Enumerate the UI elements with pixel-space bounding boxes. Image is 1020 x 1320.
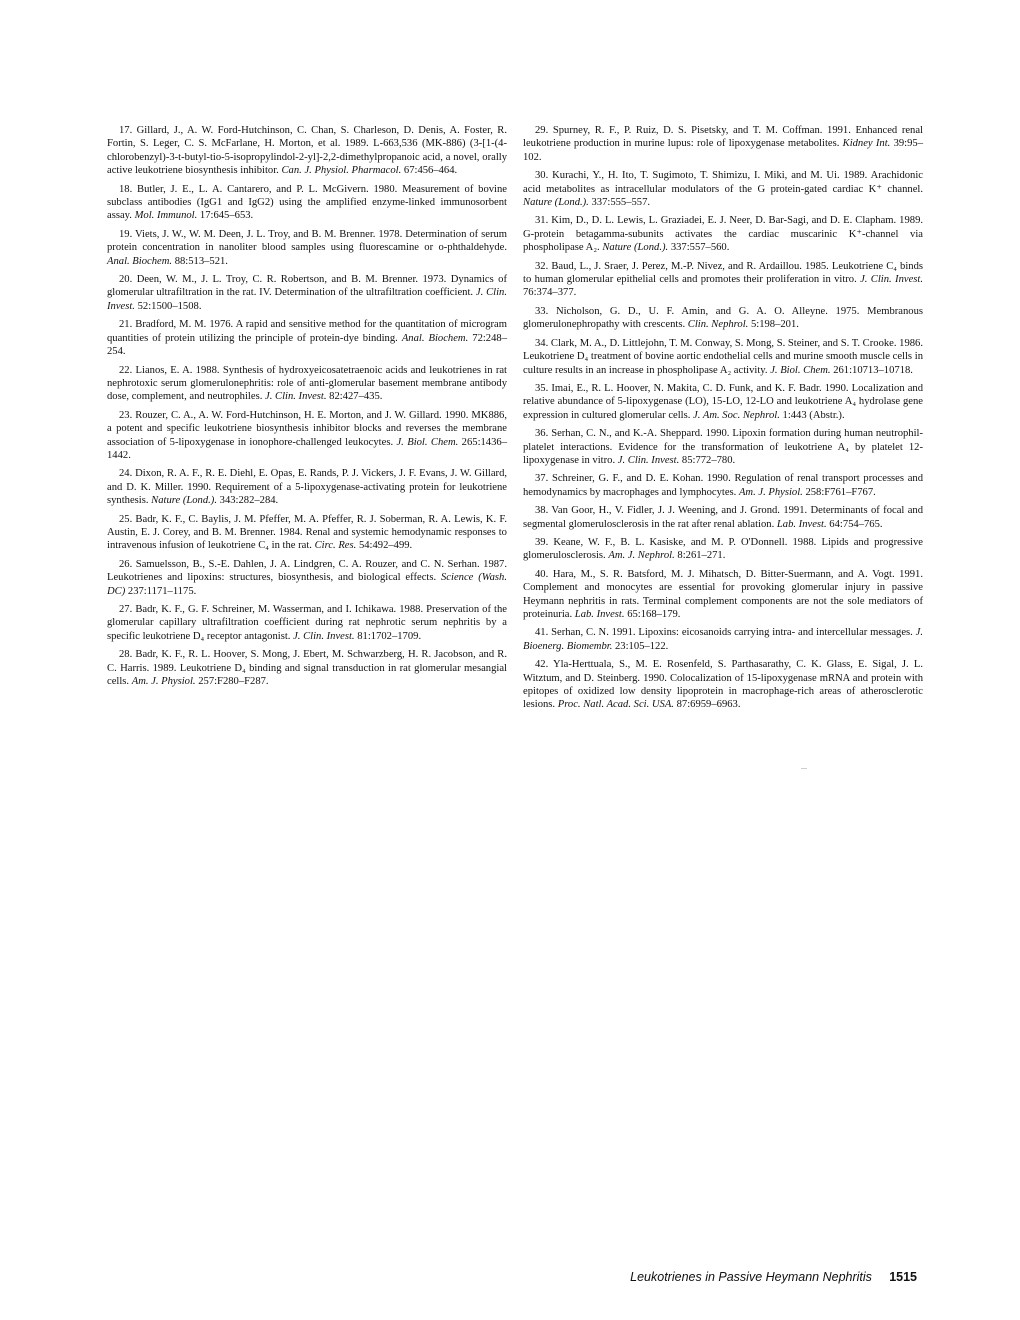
reference-item: 23. Rouzer, C. A., A. W. Ford-Hutchinson, H. E. Morton, and J. W. Gillard. 1990. MK886, a potent and specific leukotriene biosynthesis inhibitor blocks and reverses the membrane association of 5-lipoxygenase in ionophore-challenged leukocytes. J. Biol. Chem. 265:1436–1442. <box>107 409 507 461</box>
reference-journal: Science (Wash. DC) <box>107 572 507 597</box>
reference-column-right <box>523 124 923 717</box>
reference-citation: 5:198–201. <box>750 319 799 331</box>
reference-item: 22. Lianos, E. A. 1988. Synthesis of hydroxyeicosatetraenoic acids and leukotrienes in rat nephrotoxic serum glomerulonephritis: role of anti-glomerular basement membrane antibody dose, complement, and neutrophiles. J. Clin. Invest. 82:427–435. <box>107 364 507 403</box>
reference-journal: Am. J. Physiol. <box>738 486 803 498</box>
reference-item: 21. Bradford, M. M. 1976. A rapid and sensitive method for the quantitation of microgram quantities of protein utilizing the principle of protein-dye binding. Anal. Biochem. 72:248–254. <box>107 319 507 358</box>
reference-title: Leukotriene D₄ treatment of bovine aortic endothelial cells and murine smooth muscle cells in culture results in an increase in phospholipase A₂ activity. <box>523 351 923 376</box>
reference-authors: Samuelsson, B., S.-E. Dahlen, J. A. Lindgren, C. A. Rouzer, and C. N. Serhan. 1987. <box>135 558 507 570</box>
reference-title: Lipoxins: eicosanoids carrying intra- and intercellular messages. <box>638 627 913 639</box>
reference-title: Preservation of the glomerular capillary ultrafiltration coefficient during rat nephrotic serum nephritis by a specific leukotriene D₄ receptor antagonist. <box>107 604 507 642</box>
reference-number: 25 <box>119 513 130 525</box>
reference-journal: Lab. Invest. <box>574 609 625 620</box>
reference-journal: J. Biol. Chem. <box>396 436 459 448</box>
reference-item: 24. Dixon, R. A. F., R. E. Diehl, E. Opas, E. Rands, P. J. Vickers, J. F. Evans, J. W. Gillard, and D. K. Miller. 1990. Requirement of a 5-lipoxygenase-activating protein for leukotriene synthesis. Nature (Lond.). 343:282–284. <box>107 468 508 507</box>
reference-citation: 88:513–521. <box>174 255 228 267</box>
reference-item: 33. Nicholson, G. D., U. F. Amin, and G. A. O. Alleyne. 1975. Membranous glomerulonephropathy with crescents. Clin. Nephrol. 5:198–201. <box>523 305 924 331</box>
reference-journal: J. Clin. Invest. <box>860 274 923 286</box>
reference-journal: Anal. Biochem. <box>401 332 469 344</box>
reference-number: 32 <box>535 260 546 272</box>
reference-authors: Nicholson, G. D., U. F. Amin, and G. A. O. Alleyne. 1975. <box>555 305 860 317</box>
reference-number: 30 <box>535 170 546 182</box>
reference-item: 39. Keane, W. F., B. L. Kasiske, and M. P. O'Donnell. 1988. Lipids and progressive glomerulosclerosis. Am. J. Nephrol. 8:261–271. <box>523 536 923 562</box>
reference-citation: 1:443 (Abstr.). <box>782 409 845 421</box>
reference-title: L-663,536 (MK-886) (3-[1-(4-chlorobenzyl)-3-t-butyl-tio-5-isopropylindol-2-yl]-2,2-dimethylpropanoic acid, a novel, orally active leukotriene biosynthesis inhibitor. <box>107 138 507 177</box>
reference-item: 36. Serhan, C. N., and K.-A. Sheppard. 1990. Lipoxin formation during human neutrophil-platelet interactions. Evidence for the transformation of leukotriene A₄ by platelet 12-lipoxygenase in vitro. J. Clin. Invest. 85:772–780. <box>523 428 923 466</box>
reference-title: Leukotriene C₄ binds to human glomerular epithelial cells and promotes their proliferation in vitro. <box>523 260 923 286</box>
reference-citation: 76:374–377. <box>523 287 577 299</box>
reference-title: Leukotriene D₄ binding and signal transduction in rat glomerular mesangial cells. <box>107 662 507 688</box>
reference-column-left <box>107 124 507 693</box>
reference-authors: Dixon, R. A. F., R. E. Diehl, E. Opas, E. Rands, P. J. Vickers, J. F. Evans, J. W. Gillard, and D. K. Miller. 1990. <box>107 468 508 493</box>
reference-citation: 17:645–653. <box>199 210 254 222</box>
scan-mark <box>801 768 807 769</box>
reference-journal: Nature (Lond.). <box>523 197 589 209</box>
reference-authors: Badr, K. F., R. L. Hoover, S. Mong, J. Ebert, M. Schwarzberg, H. R. Jacobson, and R. C. Harris. 1989. <box>107 649 508 674</box>
reference-citation: 64:754–765. <box>829 518 883 530</box>
reference-authors: Hara, M., S. R. Batsford, M. J. Mihatsch, D. Bitter-Suermann, and A. Vogt. 1991. <box>552 568 923 580</box>
reference-number: 26 <box>119 558 130 570</box>
reference-title: Determinants of focal and segmental glomerulosclerosis in the rat after renal ablation. <box>523 505 923 530</box>
reference-authors: Bradford, M. M. 1976. <box>135 319 234 331</box>
reference-number: 28 <box>119 649 130 661</box>
page-number: 1515 <box>889 1270 917 1284</box>
reference-title: Renal and systemic hemodynamic responses to intravenous infusion of leukotriene C₄ in the rat. <box>107 526 507 552</box>
reference-authors: Van Goor, H., V. Fidler, J. J. Weening, and J. Grond. 1991. <box>551 505 808 517</box>
reference-item: 38. Van Goor, H., V. Fidler, J. J. Weening, and J. Grond. 1991. Determinants of focal and segmental glomerulosclerosis in the rat after renal ablation. Lab. Invest. 64:754–765. <box>523 505 923 530</box>
reference-authors: Schreiner, G. F., and D. E. Kohan. 1990. <box>551 473 731 485</box>
reference-citation: 87:6959–6963. <box>676 699 741 711</box>
reference-number: 19 <box>119 228 130 240</box>
reference-journal: Clin. Nephrol. <box>687 319 749 331</box>
reference-citation: 81:1702–1709. <box>357 630 422 642</box>
reference-item: 17. Gillard, J., A. W. Ford-Hutchinson, C. Chan, S. Charleson, D. Denis, A. Foster, R. Fortin, S. Leger, C. S. McFarlane, H. Morton, et al. 1989. L-663,536 (MK-886) (3-[1-(4-chlorobenzyl)-3-t-butyl-tio-5-isopropylindol-2-yl]-2,2-dimethylpropanoic acid, a novel, orally active leukotriene biosynthesis inhibitor. Can. J. Physiol. Pharmacol. 67:456–464. <box>107 125 507 177</box>
reference-item: 19. Viets, J. W., W. M. Deen, J. L. Troy, and B. M. Brenner. 1978. Determination of serum protein concentration in nanoliter blood samples using fluorescamine or o-phthaldehyde. Anal. Biochem. 88:513–521. <box>107 228 508 267</box>
reference-authors: Spurney, R. F., P. Ruiz, D. S. Pisetsky, and T. M. Coffman. 1991. <box>552 125 851 136</box>
reference-authors: Keane, W. F., B. L. Kasiske, and M. P. O'Donnell. 1988. <box>553 536 817 548</box>
reference-title: G-protein betagamma-subunits activates the cardiac muscarinic K⁺-channel via phospholipase A₂. <box>523 228 923 254</box>
reference-citation: 67:456–464. <box>403 165 458 177</box>
reference-journal: J. Clin. Invest. <box>293 630 355 642</box>
reference-number: 41 <box>535 627 546 639</box>
reference-authors: Rouzer, C. A., A. W. Ford-Hutchinson, H. E. Morton, and J. W. Gillard. 1990. <box>135 409 469 421</box>
reference-citation: 261:10713–10718. <box>833 364 913 376</box>
reference-authors: Yla-Herttuala, S., M. E. Rosenfeld, S. Parthasarathy, C. K. Glass, E. Sigal, J. L. Witztum, and D. Steinberg. 1990. <box>523 659 923 684</box>
reference-journal: Circ. Res. <box>314 540 357 552</box>
reference-item: 29. Spurney, R. F., P. Ruiz, D. S. Pisetsky, and T. M. Coffman. 1991. Enhanced renal leukotriene production in murine lupus: role of lipoxygenase metabolites. Kidney Int. 39:95–102. <box>523 125 923 163</box>
reference-number: 23 <box>119 409 130 421</box>
reference-number: 27 <box>119 604 130 615</box>
reference-authors: Badr, K. F., C. Baylis, J. M. Pfeffer, M. A. Pfeffer, R. J. Soberman, R. A. Lewis, K. F. Austin, E. J. Corey, and B. M. Brenner. 1984. <box>107 513 508 538</box>
reference-number: 36 <box>535 428 546 440</box>
reference-journal: J. Am. Soc. Nephrol. <box>693 409 780 421</box>
reference-journal: Am. J. Physiol. <box>131 676 196 688</box>
reference-authors: Lianos, E. A. 1988. <box>135 364 220 376</box>
reference-title: Colocalization of 15-lipoxygenase mRNA and protein with epitopes of oxidized low density lipoprotein in macrophage-rich areas of atherosclerotic lesions. <box>523 672 923 711</box>
reference-authors: Serhan, C. N., and K.-A. Sheppard. 1990. <box>551 428 730 440</box>
reference-citation: 237:1171–1175. <box>127 585 197 597</box>
reference-authors: Imai, E., R. L. Hoover, N. Makita, C. D. Funk, and K. F. Badr. 1990. <box>551 382 849 394</box>
reference-number: 39 <box>535 536 546 548</box>
reference-citation: 54:492–499. <box>358 540 413 552</box>
reference-citation: 257:F280–F287. <box>198 676 269 688</box>
reference-authors: Viets, J. W., W. M. Deen, J. L. Troy, and B. M. Brenner. 1978. <box>135 228 403 240</box>
reference-authors: Clark, M. A., D. Littlejohn, T. M. Conway, S. Mong, S. Steiner, and S. T. Crooke. 1986. <box>550 337 924 349</box>
reference-number: 17 <box>119 125 130 136</box>
reference-number: 21 <box>119 319 130 331</box>
reference-citation: 85:772–780. <box>681 454 736 466</box>
reference-item: 37. Schreiner, G. F., and D. E. Kohan. 1990. Regulation of renal transport processes and hemodynamics by macrophages and lymphocytes. Am. J. Physiol. 258:F761–F767. <box>523 473 924 498</box>
reference-number: 40 <box>535 568 546 580</box>
reference-authors: Serhan, C. N. 1991. <box>551 627 636 639</box>
reference-title: Complement and monocytes are essential for provoking glomerular injury in passive Heymann nephritis in rats. Terminal complement components are not the sole mediators of proteinuria. <box>523 582 923 620</box>
reference-journal: Kidney Int. <box>842 138 891 150</box>
reference-citation: 82:427–435. <box>329 391 383 403</box>
reference-item: 35. Imai, E., R. L. Hoover, N. Makita, C. D. Funk, and K. F. Badr. 1990. Localization and relative abundance of 5-lipoxygenase (LO), 15-LO, 12-LO and leukotriene A₄ hydrolase gene expression in cultured glomerular cells. J. Am. Soc. Nephrol. 1:443 (Abstr.). <box>523 382 924 421</box>
reference-number: 31 <box>535 215 546 227</box>
reference-journal: Anal. Biochem. <box>107 255 173 267</box>
reference-title: Regulation of renal transport processes and hemodynamics by macrophages and lymphocytes. <box>523 473 924 498</box>
reference-item: 31. Kim, D., D. L. Lewis, L. Graziadei, E. J. Neer, D. Bar-Sagi, and D. E. Clapham. 1989. G-protein betagamma-subunits activates the cardiac muscarinic K⁺-channel via phospholipase A₂. Nature (Lond.). 337:557–560. <box>523 215 924 254</box>
reference-title: Lipids and progressive glomerulosclerosis. <box>523 536 923 562</box>
reference-number: 22 <box>119 364 130 376</box>
reference-journal: Nature (Lond.). <box>602 242 669 254</box>
reference-citation: 72:248–254. <box>107 332 507 358</box>
reference-number: 35 <box>535 382 546 394</box>
reference-authors: Kim, D., D. L. Lewis, L. Graziadei, E. J. Neer, D. Bar-Sagi, and D. E. Clapham. 1989. <box>551 215 924 227</box>
reference-citation: 23:105–122. <box>615 640 669 652</box>
reference-journal: Lab. Invest. <box>776 518 827 530</box>
reference-title: Leukotrienes and lipoxins: structures, biosynthesis, and biological effects. <box>107 572 437 584</box>
reference-number: 34 <box>535 337 546 349</box>
reference-item: 27. Badr, K. F., G. F. Schreiner, M. Wasserman, and I. Ichikawa. 1988. Preservation of the glomerular capillary ultrafiltration coefficient during rat nephrotic serum nephritis by a specific leukotriene D₄ receptor antagonist. J. Clin. Invest. 81:1702–1709. <box>107 604 507 642</box>
reference-number: 42 <box>535 659 546 671</box>
reference-title: Membranous glomerulonephropathy with crescents. <box>523 305 924 331</box>
reference-title: Localization and relative abundance of 5-lipoxygenase (LO), 15-LO, 12-LO and leukotriene A₄ hydrolase gene expression in cultured glomerular cells. <box>523 382 924 421</box>
reference-citation: 343:282–284. <box>219 495 279 507</box>
reference-authors: Kurachi, Y., H. Ito, T. Sugimoto, T. Shimizu, I. Miki, and M. Ui. 1989. <box>552 170 868 182</box>
reference-item: 34. Clark, M. A., D. Littlejohn, T. M. Conway, S. Mong, S. Steiner, and S. T. Crooke. 1986. Leukotriene D₄ treatment of bovine aortic endothelial cells and murine smooth muscle cells in culture results in an increase in phospholipase A₂ activity. J. Biol. Chem. 261:10713–10718. <box>523 337 924 376</box>
reference-citation: 65:168–179. <box>627 609 681 620</box>
reference-title: Dynamics of glomerular ultrafiltration in the rat. IV. Determination of the ultrafiltration coefficient. <box>107 274 508 299</box>
reference-item: 40. Hara, M., S. R. Batsford, M. J. Mihatsch, D. Bitter-Suermann, and A. Vogt. 1991. Complement and monocytes are essential for provoking glomerular injury in passive Heymann nephritis in rats. Terminal complement components are not the sole mediators of proteinuria. Lab. Invest. 65:168–179. <box>523 568 923 620</box>
reference-journal: J. Clin. Invest. <box>107 287 507 312</box>
reference-number: 29 <box>535 125 546 136</box>
reference-citation: 337:555–557. <box>591 197 651 209</box>
reference-title: MK886, a potent and specific leukotriene biosynthesis inhibitor blocks and reverses the membrane association of 5-lipoxygenase in ionophore-challenged leukocytes. <box>107 409 507 448</box>
reference-title: Enhanced renal leukotriene production in murine lupus: role of lipoxygenase metabolites. <box>523 125 923 150</box>
reference-title: Measurement of bovine subclass antibodies (IgG1 and IgG2) using the amplified enzyme-linked immunosorbent assay. <box>107 183 507 222</box>
reference-item: 28. Badr, K. F., R. L. Hoover, S. Mong, J. Ebert, M. Schwarzberg, H. R. Jacobson, and R. C. Harris. 1989. Leukotriene D₄ binding and signal transduction in rat glomerular mesangial cells. Am. J. Physiol. 257:F280–F287. <box>107 649 508 688</box>
reference-item: 30. Kurachi, Y., H. Ito, T. Sugimoto, T. Shimizu, I. Miki, and M. Ui. 1989. Arachidonic acid metabolites as intracellular modulators of the G protein-gated cardiac K⁺ channel. Nature (Lond.). 337:555–557. <box>523 170 923 209</box>
reference-journal: J. Clin. Invest. <box>617 454 680 466</box>
reference-journal: Am. J. Nephrol. <box>608 550 675 562</box>
reference-citation: 265:1436–1442. <box>107 436 507 461</box>
reference-journal: Nature (Lond.). <box>151 495 217 507</box>
reference-number: 33 <box>535 305 546 317</box>
reference-journal: Can. J. Physiol. Pharmacol. <box>281 165 402 177</box>
reference-number: 20 <box>119 274 130 286</box>
reference-citation: 39:95–102. <box>523 138 923 163</box>
reference-item: 18. Butler, J. E., L. A. Cantarero, and P. L. McGivern. 1980. Measurement of bovine subclass antibodies (IgG1 and IgG2) using the amplified enzyme-linked immunosorbent assay. Mol. Immunol. 17:645–653. <box>107 183 507 222</box>
reference-journal: Proc. Natl. Acad. Sci. USA. <box>557 699 674 711</box>
reference-title: Arachidonic acid metabolites as intracellular modulators of the G protein-gated cardiac K⁺ channel. <box>523 170 923 195</box>
reference-title: Determination of serum protein concentration in nanoliter blood samples using fluorescamine or o-phthaldehyde. <box>107 228 508 254</box>
reference-authors: Badr, K. F., G. F. Schreiner, M. Wasserman, and I. Ichikawa. 1988. <box>135 604 424 615</box>
running-title: Leukotrienes in Passive Heymann Nephritis <box>630 1270 872 1284</box>
reference-item: 42. Yla-Herttuala, S., M. E. Rosenfeld, S. Parthasarathy, C. K. Glass, E. Sigal, J. L. Witztum, and D. Steinberg. 1990. Colocalization of 15-lipoxygenase mRNA and protein with epitopes of oxidized low density lipoprotein in macrophage-rich areas of atherosclerotic lesions. Proc. Natl. Acad. Sci. USA. 87:6959–6963. <box>523 659 923 711</box>
reference-number: 38 <box>535 505 546 517</box>
reference-citation: 52:1500–1508. <box>137 300 202 312</box>
reference-journal: J. Biol. Chem. <box>770 364 831 376</box>
reference-citation: 8:261–271. <box>677 550 726 562</box>
reference-authors: Deen, W. M., J. L. Troy, C. R. Robertson, and B. M. Brenner. 1973. <box>136 274 447 286</box>
reference-journal: J. Clin. Invest. <box>265 391 327 403</box>
reference-title: A rapid and sensitive method for the quantitation of microgram quantities of protein utilizing the principle of protein-dye binding. <box>107 319 507 344</box>
reference-title: Requirement of a 5-lipoxygenase-activating protein for leukotriene synthesis. <box>107 481 507 507</box>
reference-citation: 337:557–560. <box>670 242 730 254</box>
reference-number: 24 <box>119 468 130 480</box>
reference-item: 26. Samuelsson, B., S.-E. Dahlen, J. A. Lindgren, C. A. Rouzer, and C. N. Serhan. 1987. Leukotrienes and lipoxins: structures, biosynthesis, and biological effects. Science (Wash. DC) 237:1171–1175. <box>107 558 507 597</box>
reference-number: 18 <box>119 183 130 195</box>
reference-journal: J. Bioenerg. Biomembr. <box>523 627 924 652</box>
reference-title: Synthesis of hydroxyeicosatetraenoic acids and leukotrienes in rat nephrotoxic serum glomerulonephritis: role of anti-glomerular basement membrane antibody dose, complement, and neutrophiles. <box>107 364 507 403</box>
reference-number: 37 <box>535 473 546 485</box>
reference-authors: Baud, L., J. Sraer, J. Perez, M.-P. Nivez, and R. Ardaillou. 1985. <box>551 260 829 272</box>
reference-title: Lipoxin formation during human neutrophil-platelet interactions. Evidence for the transformation of leukotriene A₄ by platelet 12-lipoxygenase in vitro. <box>523 428 923 466</box>
reference-citation: 258:F761–F767. <box>805 486 876 498</box>
page-footer <box>630 1269 917 1285</box>
reference-authors: Gillard, J., A. W. Ford-Hutchinson, C. Chan, S. Charleson, D. Denis, A. Foster, R. Fortin, S. Leger, C. S. McFarlane, H. Morton, et al. 1989. <box>107 125 507 150</box>
reference-item: 20. Deen, W. M., J. L. Troy, C. R. Robertson, and B. M. Brenner. 1973. Dynamics of glomerular ultrafiltration in the rat. IV. Determination of the ultrafiltration coefficient. J. Clin. Invest. 52:1500–1508. <box>107 274 508 312</box>
reference-item: 25. Badr, K. F., C. Baylis, J. M. Pfeffer, M. A. Pfeffer, R. J. Soberman, R. A. Lewis, K. F. Austin, E. J. Corey, and B. M. Brenner. 1984. Renal and systemic hemodynamic responses to intravenous infusion of leukotriene C₄ in the rat. Circ. Res. 54:492–499. <box>107 513 508 552</box>
reference-item: 32. Baud, L., J. Sraer, J. Perez, M.-P. Nivez, and R. Ardaillou. 1985. Leukotriene C₄ binds to human glomerular epithelial cells and promotes their proliferation in vitro. J. Clin. Invest. 76:374–377. <box>523 260 923 299</box>
reference-journal: Mol. Immunol. <box>134 210 198 222</box>
reference-item: 41. Serhan, C. N. 1991. Lipoxins: eicosanoids carrying intra- and intercellular messages. J. Bioenerg. Biomembr. 23:105–122. <box>523 627 924 652</box>
reference-authors: Butler, J. E., L. A. Cantarero, and P. L. McGivern. 1980. <box>137 183 398 195</box>
